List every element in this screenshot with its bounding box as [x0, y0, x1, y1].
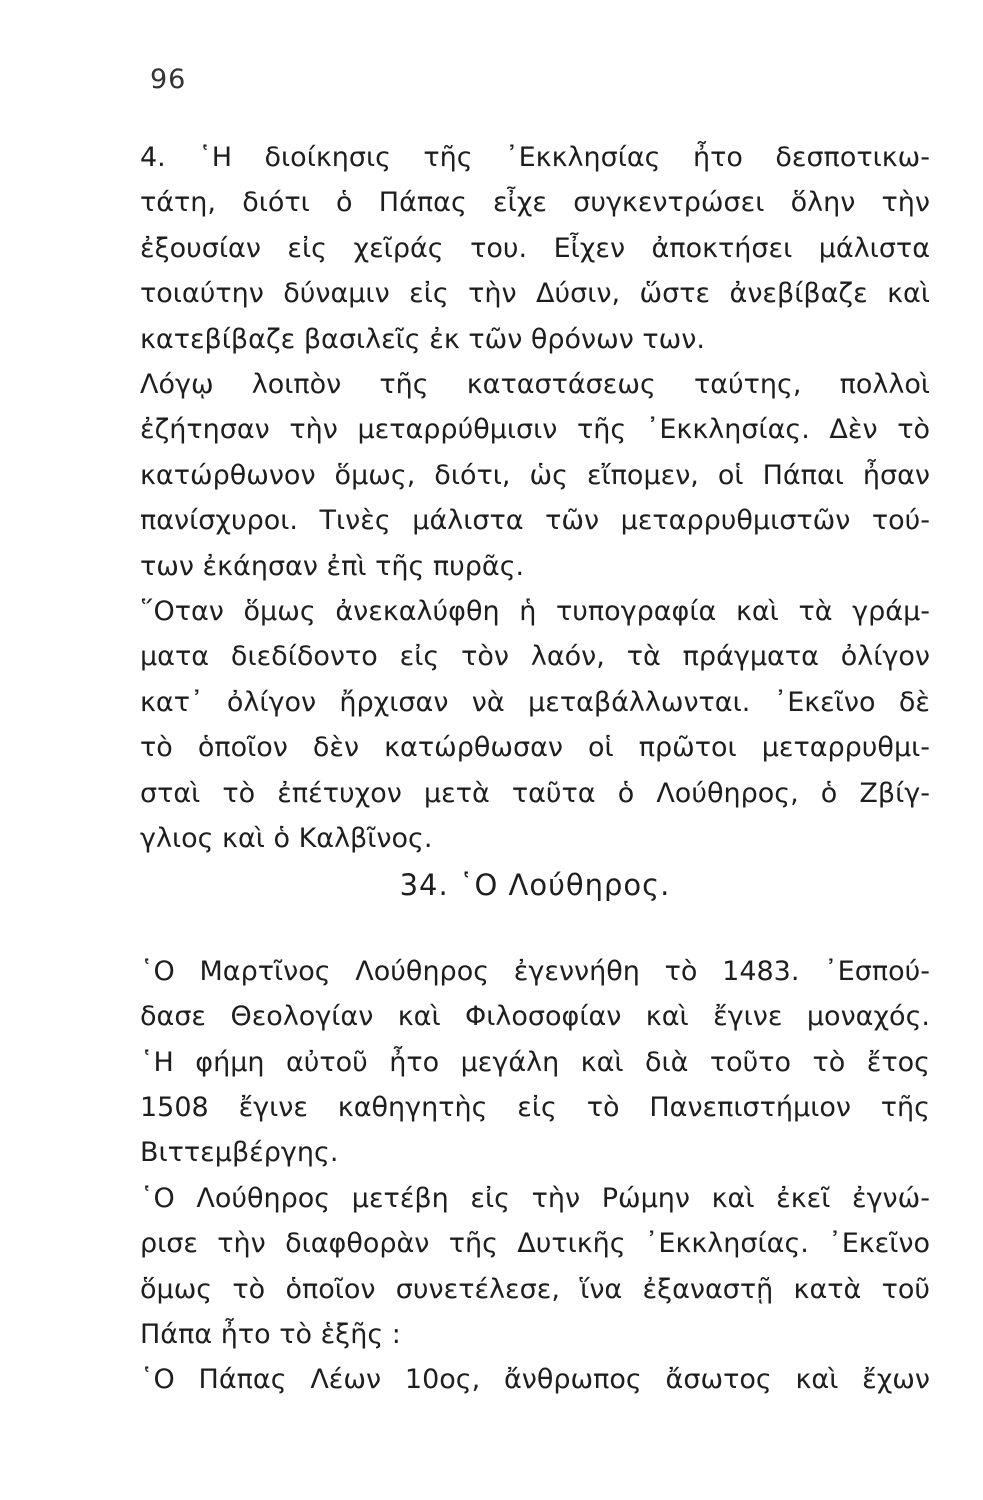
- text-line: κατώρθωνον ὅμως, διότι, ὡς εἴπομεν, οἱ Πάπαι ἦσαν: [140, 460, 930, 491]
- text-line: γλιος καὶ ὁ Καλβῖνος.: [140, 823, 433, 854]
- text-line: 4. ῾Η διοίκησις τῆς ᾿Εκκλησίας ἦτο δεσποτικω-: [140, 142, 930, 173]
- text-line: Πάπα ἦτο τὸ ἑξῆς :: [140, 1319, 401, 1350]
- text-line: των ἐκάησαν ἐπὶ τῆς πυρᾶς.: [140, 551, 525, 582]
- text-line: κατ᾿ ὀλίγον ἤρχισαν νὰ μεταβάλλωνται. ᾿Εκεῖνο δὲ: [140, 687, 930, 718]
- section-heading: 34. ῾Ο Λούθηρος.: [399, 868, 671, 902]
- text-line: Βιττεμβέργης.: [140, 1137, 339, 1168]
- text-line: τὸ ὁποῖον δὲν κατώρθωσαν οἱ πρῶτοι μεταρρυθμι-: [140, 732, 930, 763]
- text-line: ῾Ο Λούθηρος μετέβη εἰς τὴν Ρώμην καὶ ἐκεῖ ἐγνώ-: [140, 1183, 930, 1214]
- text-line: ρισε τὴν διαφθορὰν τῆς Δυτικῆς ᾿Εκκλησίας. ᾿Εκεῖνο: [140, 1228, 930, 1259]
- text-line: σταὶ τὸ ἐπέτυχον μετὰ ταῦτα ὁ Λούθηρος, ὁ Ζβίγ-: [140, 778, 930, 809]
- text-line: ματα διεδίδοντο εἰς τὸν λαόν, τὰ πράγματα ὀλίγον: [140, 641, 930, 672]
- text-line: ἐξουσίαν εἰς χεῖράς του. Εἶχεν ἀποκτήσει μάλιστα: [140, 233, 930, 264]
- text-line: ῾Ο Πάπας Λέων 10ος, ἄνθρωπος ἄσωτος καὶ ἔχων: [140, 1364, 930, 1395]
- page-number: 96: [150, 64, 187, 95]
- text-line: ῾Η φήμη αὐτοῦ ἦτο μεγάλη καὶ διὰ τοῦτο τὸ ἔτος: [140, 1047, 930, 1078]
- text-line: τοιαύτην δύναμιν εἰς τὴν Δύσιν, ὥστε ἀνεβίβαζε καὶ: [140, 278, 930, 309]
- text-line: δασε Θεολογίαν καὶ Φιλοσοφίαν καὶ ἔγινε μοναχός.: [140, 1001, 930, 1032]
- text-line: ῞Οταν ὅμως ἀνεκαλύφθη ἡ τυπογραφία καὶ τὰ γράμ-: [140, 596, 930, 627]
- text-line: τάτη, διότι ὁ Πάπας εἶχε συγκεντρώσει ὅλην τὴν: [140, 187, 930, 218]
- text-line: ὅμως τὸ ὁποῖον συνετέλεσε, ἵνα ἐξαναστῇ κατὰ τοῦ: [140, 1274, 930, 1305]
- text-line: Λόγῳ λοιπὸν τῆς καταστάσεως ταύτης, πολλοὶ: [140, 369, 930, 400]
- text-line: πανίσχυροι. Τινὲς μάλιστα τῶν μεταρρυθμιστῶν τού-: [140, 505, 930, 536]
- text-line: ῾Ο Μαρτῖνος Λούθηρος ἐγεννήθη τὸ 1483. ᾿Εσπού-: [140, 956, 930, 987]
- text-line: ἐζήτησαν τὴν μεταρρύθμισιν τῆς ᾿Εκκλησίας. Δὲν τὸ: [140, 414, 930, 445]
- text-line: κατεβίβαζε βασιλεῖς ἐκ τῶν θρόνων των.: [140, 324, 705, 355]
- text-line: 1508 ἔγινε καθηγητὴς εἰς τὸ Πανεπιστήμιον τῆς: [140, 1092, 930, 1123]
